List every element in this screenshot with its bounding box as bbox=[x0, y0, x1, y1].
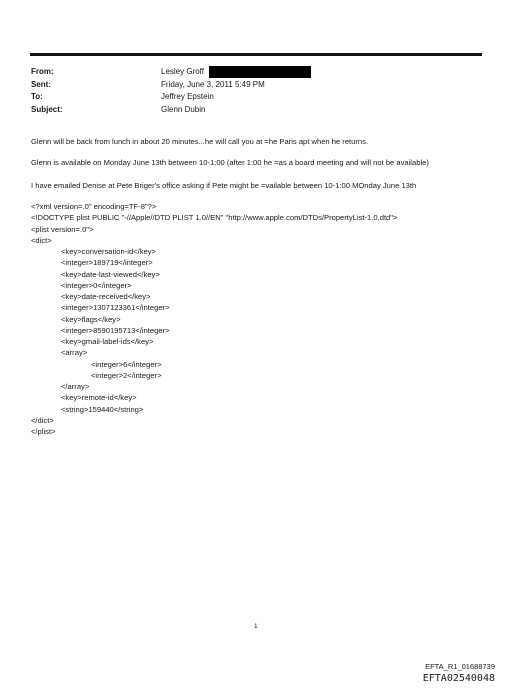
plist-line: <integer>8590195713</integer> bbox=[61, 325, 170, 335]
plist-line: <integer>2</integer> bbox=[91, 370, 162, 380]
to-row bbox=[31, 91, 311, 104]
plist-line: <integer>6</integer> bbox=[91, 359, 162, 369]
plist-block bbox=[31, 201, 397, 437]
sent-value: Friday, June 3, 2011 5:49 PM bbox=[161, 79, 265, 89]
plist-line: <!DOCTYPE plist PUBLIC "-//Apple//DTD PLIST 1.0//EN" "http://www.apple.com/DTDs/PropertyList-1.0.dtd"> bbox=[31, 213, 398, 223]
plist-line: <integer>0</integer> bbox=[61, 280, 132, 290]
plist-line: <key>remote-id</key> bbox=[61, 393, 137, 403]
email-header bbox=[31, 66, 311, 116]
from-value: Lesley Groff bbox=[161, 67, 204, 76]
plist-line: <integer>1307123361</integer> bbox=[61, 303, 170, 313]
plist-line: <plist version=.0"> bbox=[31, 224, 94, 234]
body-paragraph-3: I have emailed Denise at Pete Briger's office asking if Pete might be =vailable between 10-1:00 MOnday June 13th bbox=[31, 181, 417, 190]
body-paragraph-1: Glenn will be back from lunch in about 20 minutes...he will call you at =he Paris apt when he returns. bbox=[31, 137, 369, 146]
body-paragraph-2: Glenn is available on Monday June 13th between 10-1:00 (after 1:00 he =as a board meeting and will not be available) bbox=[31, 158, 429, 167]
sent-row bbox=[31, 79, 311, 92]
plist-line: <dict> bbox=[31, 235, 52, 245]
plist-line: <key>flags</key> bbox=[61, 314, 121, 324]
to-value: Jeffrey Epstein bbox=[161, 92, 214, 101]
plist-line: <string>159440</string> bbox=[61, 404, 144, 414]
from-label: From: bbox=[31, 67, 54, 76]
redaction-box bbox=[209, 66, 311, 78]
plist-line: <array> bbox=[61, 348, 88, 358]
plist-line: </array> bbox=[61, 382, 90, 391]
header-rule bbox=[30, 53, 482, 56]
from-row bbox=[31, 66, 311, 79]
plist-line: <key>gmail-label-ids</key> bbox=[61, 337, 154, 346]
bates-number-secondary: EFTA02540048 bbox=[422, 673, 495, 684]
plist-line: </dict> bbox=[31, 415, 54, 425]
to-label: To: bbox=[31, 92, 43, 101]
plist-line: <key>conversation-id</key> bbox=[61, 247, 156, 256]
page-number: 1 bbox=[254, 623, 258, 630]
subject-value: Glenn Dubin bbox=[161, 104, 206, 114]
plist-line: </plist> bbox=[31, 427, 56, 436]
plist-line: <integer>189719</integer> bbox=[61, 258, 153, 268]
plist-line: <key>date-last-viewed</key> bbox=[61, 269, 160, 279]
plist-line: <?xml version=.0" encoding=TF-8"?> bbox=[31, 202, 157, 211]
plist-line: <key>date-received</key> bbox=[61, 292, 151, 301]
subject-row bbox=[31, 104, 311, 117]
bates-number-primary: EFTA_R1_01688739 bbox=[425, 662, 495, 671]
subject-label: Subject: bbox=[31, 104, 63, 114]
sent-label: Sent: bbox=[31, 79, 51, 89]
